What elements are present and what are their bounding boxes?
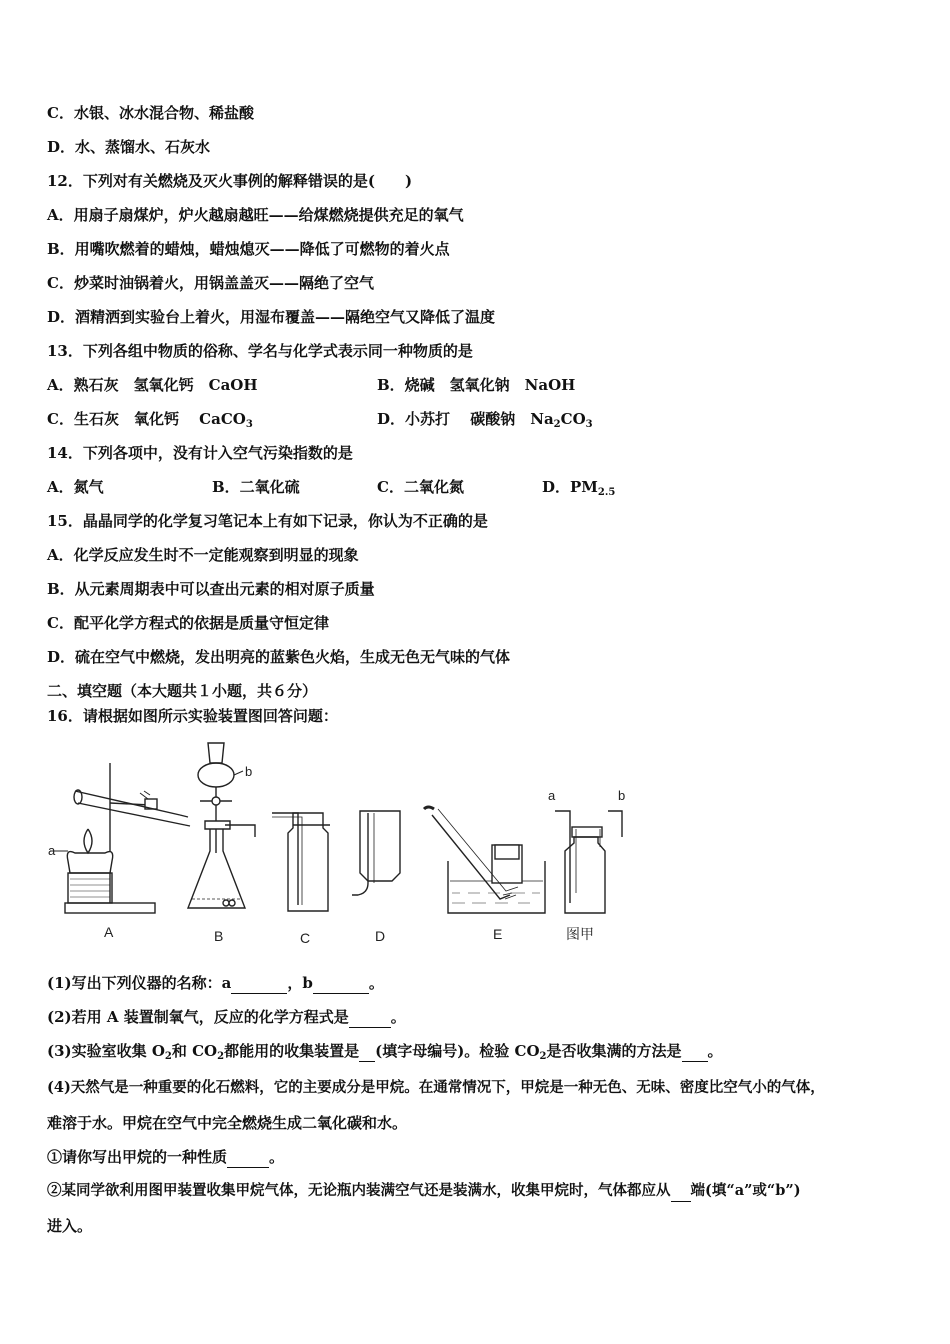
q16-part-4-2: ②某同学欲利用图甲装置收集甲烷气体，无论瓶内装满空气还是装满水，收集甲烷时，气体都应从 端(填“a”或“b”)	[47, 1181, 801, 1202]
q16-part-4-line2: 难溶于水。甲烷在空气中完全燃烧生成二氧化碳和水。	[47, 1114, 408, 1132]
q14-stem: 14．下列各项中，没有计入空气污染指数的是	[47, 444, 353, 462]
fig-caption-jia: 图甲	[566, 926, 594, 942]
q15-stem: 15．晶晶同学的化学复习笔记本上有如下记录，你认为不正确的是	[47, 512, 488, 530]
q13-stem: 13．下列各组中物质的俗称、学名与化学式表示同一种物质的是	[47, 342, 473, 360]
fig-label-b-jia: b	[618, 788, 626, 803]
q16-part-4-line1: (4)天然气是一种重要的化石燃料，它的主要成分是甲烷。在通常情况下，甲烷是一种无色、无味、密度比空气小的气体，	[47, 1079, 825, 1096]
q13-option-c: C．生石灰 氧化钙 CaCO$_3$	[47, 410, 253, 430]
q14-option-c: C．二氧化氮	[377, 478, 464, 496]
q13-option-d: D．小苏打 碳酸钠 $Na_2CO_3$	[377, 410, 593, 430]
apparatus-a	[50, 763, 190, 913]
q12-option-c: C．炒菜时油锅着火，用锅盖盖灭——隔绝了空气	[47, 274, 374, 292]
q14-option-b: B．二氧化硫	[212, 478, 300, 496]
apparatus-c	[272, 813, 330, 911]
fig-label-a: a	[48, 843, 56, 858]
q11-option-c: C．水银、冰水混合物、稀盐酸	[47, 104, 254, 122]
q13-option-b: B．烧碱 氢氧化钠 NaOH	[377, 376, 576, 394]
fig-caption-d: D	[375, 928, 386, 944]
apparatus-jia	[555, 811, 622, 913]
q16-part-3: (3)实验室收集 $O_2$和 $CO_2$都能用的收集装置是 (填字母编号)。检验 $CO_2$是否收集满的方法是 。	[47, 1042, 723, 1062]
q12-option-d: D．酒精洒到实验台上着火，用湿布覆盖——隔绝空气又降低了温度	[47, 308, 496, 326]
q14-option-a: A．氮气	[47, 478, 104, 496]
fig-caption-c: C	[300, 930, 311, 946]
fig-caption-a: A	[104, 924, 114, 940]
q16-part-1: (1)写出下列仪器的名称：a ，b 。	[47, 974, 384, 992]
q16-part-4-1: ①请你写出甲烷的一种性质 。	[47, 1148, 285, 1166]
q16-part-4-2-cont: 进入。	[47, 1217, 93, 1235]
q12-option-b: B．用嘴吹燃着的蜡烛，蜡烛熄灭——降低了可燃物的着火点	[47, 240, 450, 258]
apparatus-e	[424, 807, 545, 913]
q14-option-d: D．$PM_{2.5}$	[542, 478, 616, 498]
q12-stem: 12．下列对有关燃烧及灭火事例的解释错误的是( )	[47, 172, 413, 190]
q15-option-a: A．化学反应发生时不一定能观察到明显的现象	[47, 546, 359, 564]
apparatus-figure	[40, 733, 640, 948]
q12-option-a: A．用扇子扇煤炉，炉火越扇越旺——给煤燃烧提供充足的氧气	[47, 206, 464, 224]
q15-option-d: D．硫在空气中燃烧，发出明亮的蓝紫色火焰，生成无色无气味的气体	[47, 648, 511, 666]
section-heading: 二、填空题（本大题共１小题，共６分）	[47, 682, 318, 700]
q15-option-b: B．从元素周期表中可以查出元素的相对原子质量	[47, 580, 375, 598]
apparatus-d	[352, 811, 400, 895]
fig-label-a-jia: a	[548, 788, 556, 803]
q16-part-2: (2)若用 A 装置制氧气，反应的化学方程式是 。	[47, 1008, 406, 1026]
q16-stem: 16．请根据如图所示实验装置图回答问题：	[47, 707, 338, 725]
fig-caption-b: B	[214, 928, 224, 944]
fig-caption-e: E	[493, 926, 503, 942]
q13-option-a: A．熟石灰 氢氧化钙 CaOH	[47, 376, 258, 394]
q15-option-c: C．配平化学方程式的依据是质量守恒定律	[47, 614, 329, 632]
q11-option-d: D．水、蒸馏水、石灰水	[47, 138, 211, 156]
fig-label-b: b	[245, 764, 253, 779]
